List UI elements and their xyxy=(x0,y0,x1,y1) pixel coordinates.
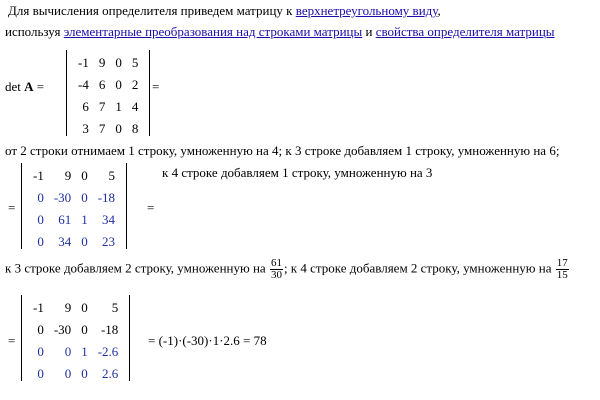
step-1-text-2: к 4 строке добавляем 1 строку, умноженную на 3 xyxy=(162,165,433,180)
matrix-1 xyxy=(66,50,150,136)
matrix-cell: 0 xyxy=(37,190,44,205)
intro-line-1 xyxy=(8,3,441,19)
matrix-cell: 5 xyxy=(108,168,116,183)
matrix-cell: 5 xyxy=(111,300,119,315)
matrix-cell: -4 xyxy=(78,77,89,92)
matrix-row xyxy=(28,297,123,319)
matrix-cell: 0 xyxy=(37,344,44,359)
matrix-cell: 8 xyxy=(131,121,139,136)
matrix-cell: 6 xyxy=(82,99,89,114)
matrix-cell: -30 xyxy=(53,190,72,205)
matrix-cell: 1 xyxy=(81,212,88,227)
step-2-text: к 3 строке добавляем 2 строку, умноженную на $\frac{61}{30}$ ; к 4 строке добавляем 2 строку, умноженную на $\frac{17}{15}$ xyxy=(5,257,568,281)
matrix-row xyxy=(28,209,120,231)
matrix-cell: -18 xyxy=(100,322,119,337)
matrix-row xyxy=(73,74,143,96)
equals-sign: = xyxy=(8,200,16,215)
matrix-cell: 0 xyxy=(81,366,88,381)
matrix-cell: 5 xyxy=(131,55,139,70)
intro-comma: , xyxy=(437,3,441,18)
matrix-cell: 34 xyxy=(58,234,72,249)
final-result: = (-1)·(-30)·1·2.6 = 78 xyxy=(148,333,267,348)
matrix-cell: 0 xyxy=(37,212,44,227)
intro-and: и xyxy=(362,24,376,39)
matrix-cell: 0 xyxy=(64,344,72,359)
matrix-row xyxy=(73,52,143,74)
matrix-cell: 4 xyxy=(131,99,139,114)
matrix-cell: -2.6 xyxy=(97,344,119,359)
matrix-cell: 9 xyxy=(98,55,106,70)
matrix-cell: 0 xyxy=(37,322,44,337)
matrix-cell: -1 xyxy=(78,55,89,70)
matrix-row xyxy=(28,341,123,363)
matrix-cell: -1 xyxy=(33,300,44,315)
matrix-row xyxy=(28,231,120,253)
equals-sign: = xyxy=(8,333,16,348)
matrix-row xyxy=(28,319,123,341)
matrix-cell: 6 xyxy=(98,77,106,92)
intro-text-2: используя xyxy=(5,24,64,39)
matrix-cell: 0 xyxy=(115,121,122,136)
link-row-operations[interactable]: элементарные преобразования над строками матрицы xyxy=(63,24,363,39)
matrix-cell: 0 xyxy=(115,55,122,70)
matrix-cell: 2.6 xyxy=(102,366,119,381)
matrix-cell: 7 xyxy=(98,121,106,136)
link-determinant-properties[interactable]: свойства определителя матрицы xyxy=(375,24,555,39)
intro-text: Для вычисления определителя приведем матрицу к xyxy=(8,3,296,18)
matrix-cell: 1 xyxy=(115,99,122,114)
intro-line-2 xyxy=(5,24,555,40)
matrix-cell: 34 xyxy=(102,212,116,227)
fraction-17-15: $\frac{17}{15}$ xyxy=(556,257,568,281)
matrix-cell: 61 xyxy=(58,212,72,227)
matrix-cell: 0 xyxy=(115,77,122,92)
matrix-cell: 0 xyxy=(81,190,88,205)
link-upper-triangular[interactable]: верхнетреугольному виду xyxy=(295,3,438,18)
matrix-cell: 0 xyxy=(37,366,44,381)
fraction-61-30: $\frac{61}{30}$ xyxy=(270,257,282,281)
equals-sign: = xyxy=(152,79,160,94)
matrix-row xyxy=(28,187,120,209)
matrix-cell: 9 xyxy=(64,300,72,315)
step-1-text: от 2 строки отнимаем 1 строку, умноженную на 4; к 3 строке добавляем 1 строку, умноженную на 6; xyxy=(5,143,560,158)
matrix-cell: 0 xyxy=(81,300,88,315)
matrix-2 xyxy=(21,163,127,249)
matrix-cell: 0 xyxy=(81,168,88,183)
matrix-cell: 0 xyxy=(81,234,88,249)
matrix-row xyxy=(73,118,143,140)
det-label: det A = xyxy=(5,79,45,94)
matrix-cell: 2 xyxy=(131,77,139,92)
matrix-cell: 0 xyxy=(81,322,88,337)
matrix-cell: 7 xyxy=(98,99,106,114)
matrix-cell: 0 xyxy=(64,366,72,381)
matrix-cell: 0 xyxy=(37,234,44,249)
matrix-cell: -1 xyxy=(33,168,44,183)
det-letter: A xyxy=(24,79,34,94)
matrix-cell: 9 xyxy=(64,168,72,183)
matrix-cell: 23 xyxy=(102,234,116,249)
matrix-row xyxy=(73,96,143,118)
matrix-cell: -18 xyxy=(97,190,116,205)
matrix-cell: 1 xyxy=(81,344,88,359)
matrix-row xyxy=(28,363,123,385)
matrix-cell: 3 xyxy=(82,121,89,136)
equals-sign: = xyxy=(147,200,155,215)
matrix-row xyxy=(28,165,120,187)
matrix-cell: -30 xyxy=(53,322,72,337)
matrix-3 xyxy=(21,295,130,381)
